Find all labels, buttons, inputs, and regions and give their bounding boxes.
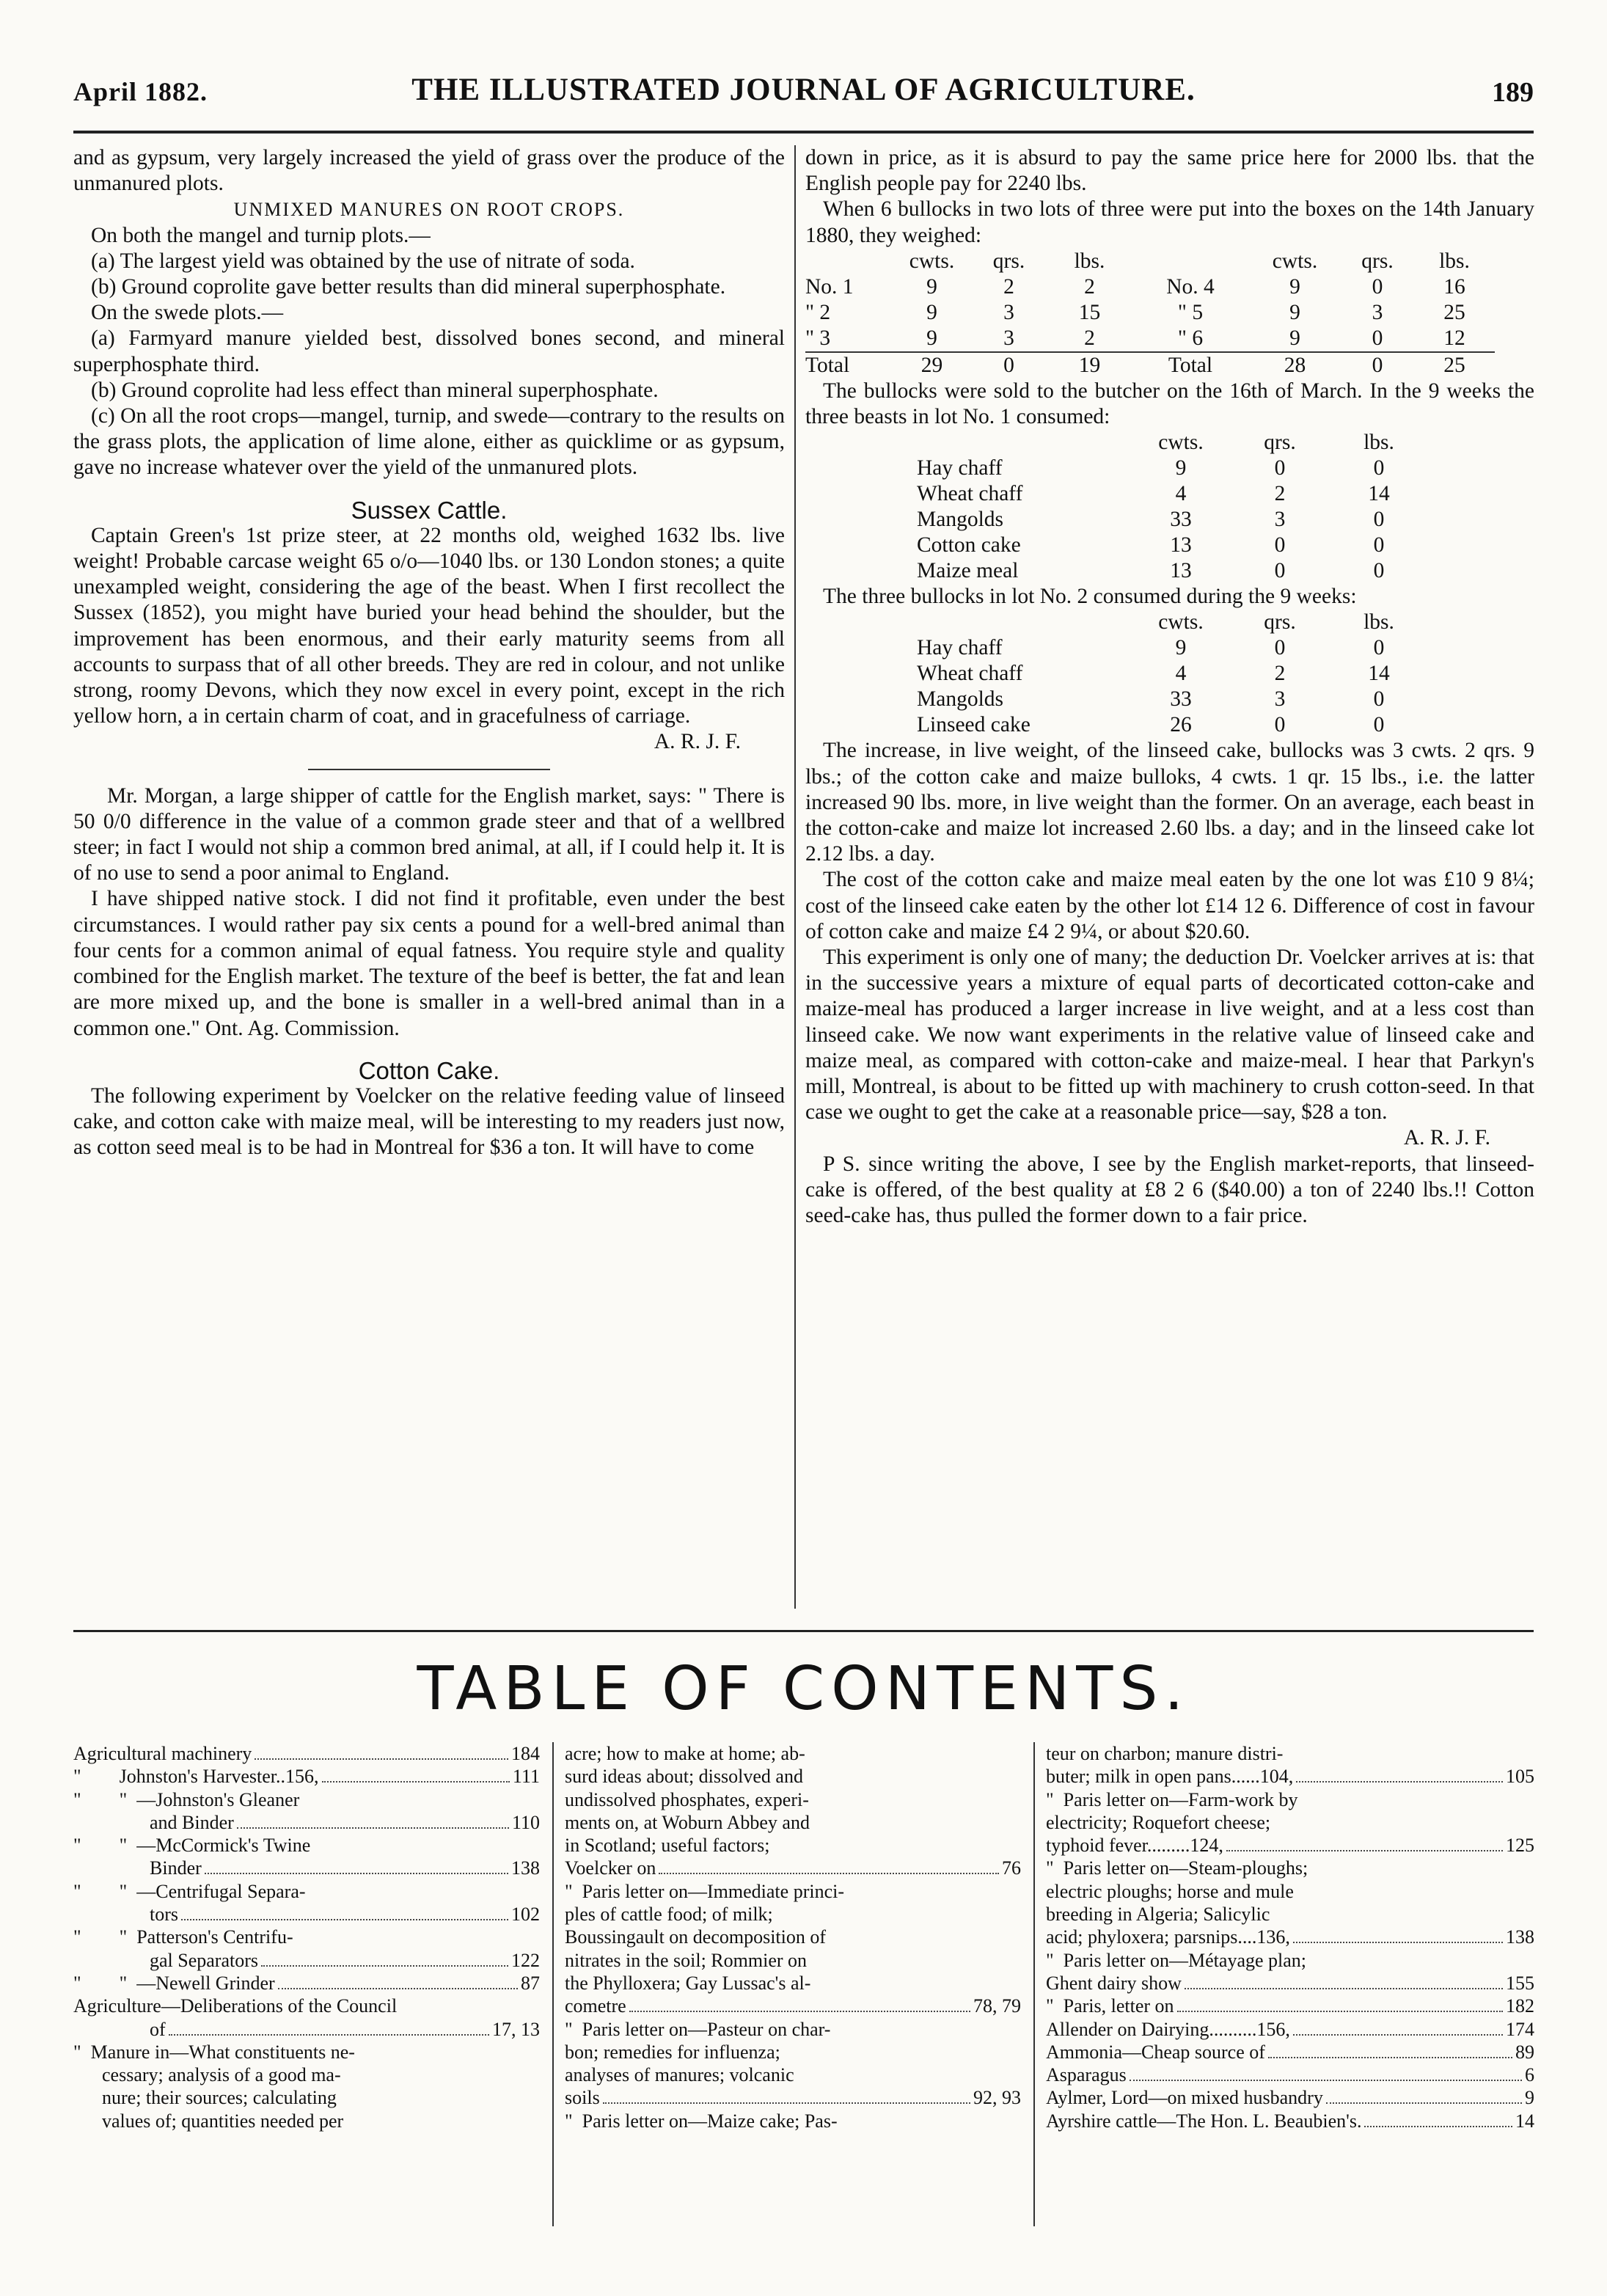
table-cell: cwts.	[909, 249, 955, 273]
toc-entry-page: 87	[521, 1972, 540, 1994]
table-row	[805, 326, 1495, 352]
table-row	[805, 300, 1495, 326]
toc-leader-dots	[1364, 2126, 1512, 2127]
toc-entry: bon; remedies for influenza;	[565, 2041, 780, 2063]
toc-entry: undissolved phosphates, experi-	[565, 1788, 809, 1810]
toc-entry: " " —Centrifugal Separa-	[73, 1880, 306, 1902]
toc-entry-page: 184	[511, 1743, 540, 1764]
toc-entry-label: acid; phyloxera; parsnips....136,	[1046, 1926, 1290, 1948]
toc-entry: " Paris letter on—Steam-ploughs;	[1046, 1857, 1308, 1879]
table-cell: 29	[920, 353, 943, 377]
toc-leader-dots	[1296, 1781, 1503, 1783]
toc-column-divider	[1033, 1742, 1035, 2226]
journal-title: THE ILLUSTRATED JOURNAL OF AGRICULTURE.	[411, 73, 1196, 107]
table-cell: 0	[1373, 559, 1385, 583]
toc-entry-page: 6	[1525, 2064, 1534, 2086]
table-cell: 2	[1274, 482, 1286, 506]
toc-entry	[1046, 2018, 1534, 2041]
toc-entry-page: 89	[1515, 2041, 1534, 2063]
toc-entry-page: 17, 13	[492, 2018, 540, 2040]
table-row	[917, 507, 1423, 533]
toc-entry: " " —Johnston's Gleaner	[73, 1788, 300, 1810]
toc-entry	[1046, 2086, 1534, 2109]
table-cell: 9	[1289, 326, 1300, 350]
toc-entry: teur on charbon; manure distri-	[1046, 1743, 1284, 1764]
toc-entry: breeding in Algeria; Salicylic	[1046, 1904, 1270, 1926]
table-cell: Linseed cake	[917, 713, 1031, 737]
toc-entry: nure; their sources; calculating	[73, 2087, 337, 2109]
toc-entry: in Scotland; useful factors;	[565, 1835, 770, 1857]
table-cell: No. 4	[1166, 274, 1215, 299]
toc-entry	[73, 1742, 540, 1765]
table-cell: 13	[1170, 559, 1192, 583]
table-cell: 0	[1373, 533, 1385, 557]
toc-entry: surd ideas about; dissolved and	[565, 1766, 803, 1788]
toc-entry-page: 138	[1506, 1926, 1534, 1948]
toc-entry: " Manure in—What constituents ne-	[73, 2041, 355, 2063]
table-cell: 0	[1372, 326, 1383, 350]
table-cell: cwts.	[1158, 610, 1204, 635]
toc-entry-label: of	[73, 2018, 166, 2040]
toc-entry: the Phylloxera; Gay Lussac's al-	[565, 1972, 811, 1994]
toc-leader-dots	[1226, 1850, 1503, 1851]
toc-entry-page: 111	[512, 1766, 540, 1788]
table-cell: 3	[1003, 300, 1014, 324]
toc-entry-label: Allender on Dairying..........156,	[1046, 2018, 1290, 2040]
toc-entry	[1046, 1972, 1534, 1995]
paragraph: The cost of the cotton cake and maize meal eaten by the one lot was £10 9 8¼; cost of the linseed cake eaten by the other lot £14 12 6. Difference of cost in favour of cotton cake and maize £4 2 9¼, or about $20.60.	[805, 868, 1534, 943]
toc-entry	[1046, 1926, 1534, 1948]
table-cell: " 2	[805, 300, 831, 324]
table-cell: 9	[1289, 300, 1300, 324]
toc-title: TABLE OF CONTENTS.	[417, 1654, 1190, 1724]
paragraph: On both the mangel and turnip plots.—	[91, 223, 431, 247]
table-cell: Hay chaff	[917, 456, 1003, 480]
table-cell: " 3	[805, 326, 831, 350]
paragraph: When 6 bullocks in two lots of three were put into the boxes on the 14th January 1880, they weighed:	[805, 197, 1534, 247]
toc-leader-dots	[1177, 2011, 1503, 2012]
running-header	[73, 67, 1534, 119]
table-cell: lbs.	[1363, 610, 1394, 635]
table-cell: 3	[1372, 300, 1383, 324]
toc-top-rule	[73, 1630, 1534, 1632]
toc-entry: " " Patterson's Centrifu-	[73, 1926, 293, 1948]
toc-entry-page: 92, 93	[973, 2087, 1021, 2109]
lot2-consumption-table	[917, 610, 1423, 738]
paragraph: On the swede plots.—	[91, 301, 284, 325]
table-cell: No. 1	[805, 274, 854, 299]
table-header-row	[917, 430, 1423, 456]
table-cell: 26	[1170, 713, 1192, 737]
table-cell: 16	[1443, 274, 1465, 299]
table-cell: 4	[1175, 482, 1187, 506]
toc-column-divider	[552, 1742, 554, 2226]
toc-entry-label: " Paris, letter on	[1046, 1995, 1174, 2017]
toc-column-2	[565, 1742, 1021, 2132]
toc-leader-dots	[169, 2034, 489, 2036]
table-cell: qrs.	[992, 249, 1025, 273]
table-header-row	[805, 249, 1495, 274]
toc-entry	[73, 1811, 540, 1834]
table-cell: 25	[1443, 300, 1465, 324]
table-cell: 0	[1274, 456, 1286, 480]
right-article-column	[805, 145, 1534, 1229]
toc-entry-page: 110	[511, 1811, 540, 1833]
table-row	[917, 533, 1423, 558]
table-row	[917, 661, 1423, 687]
table-cell: Hay chaff	[917, 636, 1003, 660]
table-row	[917, 687, 1423, 712]
toc-entry	[1046, 1995, 1534, 2017]
table-cell: 0	[1274, 533, 1286, 557]
table-cell: " 6	[1177, 326, 1204, 350]
toc-entry: acre; how to make at home; ab-	[565, 1743, 805, 1764]
toc-entry-page: 174	[1506, 2018, 1534, 2040]
table-cell: 19	[1078, 353, 1101, 377]
toc-entry-page: 122	[511, 1949, 540, 1971]
separator-rule	[308, 769, 550, 770]
toc-entry: " Paris letter on—Pasteur on char-	[565, 2018, 831, 2040]
toc-entry-label: Binder	[73, 1857, 202, 1879]
toc-leader-dots	[659, 1873, 999, 1874]
toc-column-3	[1046, 1742, 1534, 2132]
table-cell: 3	[1003, 326, 1014, 350]
toc-entry-label: cometre	[565, 1995, 626, 2017]
table-cell: 15	[1078, 300, 1101, 324]
toc-entry: nitrates in the soil; Rommier on	[565, 1949, 808, 1971]
table-cell: lbs.	[1074, 249, 1105, 273]
toc-entry-label: Ammonia—Cheap source of	[1046, 2041, 1265, 2063]
paragraph: P S. since writing the above, I see by the English market-reports, that linseed-cake is offered, of the best quality at £8 2 6 ($40.00) a ton of 2240 lbs.!! Cotton seed-cake has, thus pulled the former down to a fair price.	[805, 1152, 1534, 1228]
toc-entry: analyses of manures; volcanic	[565, 2064, 794, 2086]
toc-leader-dots	[1130, 2080, 1522, 2081]
toc-entry-label: " " —Newell Grinder	[73, 1972, 275, 1994]
table-cell: lbs.	[1363, 431, 1394, 455]
toc-leader-dots	[205, 1873, 508, 1874]
toc-entry-label: typhoid fever.........124,	[1046, 1835, 1223, 1857]
toc-leader-dots	[1293, 1942, 1503, 1943]
toc-entry-label: Agricultural machinery	[73, 1743, 252, 1764]
table-cell: Total	[1168, 353, 1213, 377]
author-signature: A. R. J. F.	[1403, 1126, 1490, 1150]
toc-entry-page: 125	[1506, 1835, 1534, 1857]
bullock-weights-table	[805, 249, 1495, 379]
toc-entry	[565, 1995, 1021, 2017]
table-cell: Maize meal	[917, 559, 1019, 583]
table-cell: 28	[1284, 353, 1306, 377]
toc-leader-dots	[1293, 2034, 1503, 2036]
table-header-row	[917, 610, 1423, 635]
table-cell: 0	[1373, 687, 1385, 712]
table-cell: Cotton cake	[917, 533, 1021, 557]
table-cell: 0	[1003, 353, 1014, 377]
table-row	[917, 481, 1423, 507]
toc-entry: Boussingault on decomposition of	[565, 1926, 827, 1948]
toc-entry-label: tors	[73, 1904, 178, 1926]
author-signature: A. R. J. F.	[654, 730, 741, 754]
paragraph: Mr. Morgan, a large shipper of cattle for the English market, says: " There is 50 0/0 difference in the value of a common grade steer and that of a wellbred steer; in fact I would not ship a common bred animal, at all, if I could help it. It is of no use to send a poor animal to England.	[73, 783, 785, 885]
toc-entry	[73, 1972, 540, 1995]
table-cell: Wheat chaff	[917, 482, 1023, 506]
table-row	[917, 635, 1423, 661]
toc-leader-dots	[255, 1758, 508, 1760]
table-cell: 0	[1274, 713, 1286, 737]
toc-entry	[565, 1857, 1021, 1879]
toc-entry-page: 76	[1002, 1857, 1021, 1879]
paragraph: The bullocks were sold to the butcher on the 16th of March. In the 9 weeks the three beasts in lot No. 1 consumed:	[805, 379, 1534, 429]
toc-leader-dots	[237, 1827, 509, 1829]
paragraph: The following experiment by Voelcker on the relative feeding value of linseed cake, and cotton cake with maize meal, will be interesting to my readers just now, as cotton seed meal is to be had in Montreal for $36 a ton. It will have to come	[73, 1083, 785, 1160]
table-cell: 3	[1274, 687, 1286, 712]
section-heading: UNMIXED MANURES ON ROOT CROPS.	[233, 199, 625, 221]
table-cell: qrs.	[1264, 610, 1296, 635]
toc-entry: values of; quantities needed per	[73, 2110, 344, 2132]
toc-entry	[73, 1857, 540, 1879]
paragraph: (b) Ground coprolite had less effect than mineral superphosphate.	[91, 378, 659, 402]
table-cell: Wheat chaff	[917, 662, 1023, 686]
table-cell: lbs.	[1439, 249, 1470, 273]
table-cell: 12	[1443, 326, 1465, 350]
header-rule	[73, 131, 1534, 134]
table-cell: 9	[926, 300, 937, 324]
table-cell: 9	[926, 326, 937, 350]
toc-leader-dots	[322, 1781, 510, 1783]
toc-entry-page: 182	[1506, 1995, 1534, 2017]
table-cell: 25	[1443, 353, 1465, 377]
paragraph: (c) On all the root crops—mangel, turnip, and swede—contrary to the results on the grass plots, the application of lime alone, either as quicklime or as gypsum, gave no increase whatever over the yield of the unmanured plots.	[73, 404, 785, 480]
table-cell: 0	[1373, 713, 1385, 737]
table-cell: 3	[1274, 508, 1286, 532]
toc-entry: ples of cattle food; of milk;	[565, 1904, 773, 1926]
table-cell: " 5	[1177, 300, 1204, 324]
toc-entry-page: 138	[511, 1857, 540, 1879]
paragraph: (b) Ground coprolite gave better results than did mineral superphosphate.	[91, 275, 726, 299]
paragraph: This experiment is only one of many; the deduction Dr. Voelcker arrives at is: that in the successive years a mixture of equal parts of decorticated cotton-cake and maize-meal has produced a larger increase in live weight, and at a less cost than linseed cake. We now want experiments in the relative value of linseed cake and maize meal, as compared with cotton-cake and maize-meal. I hear that Parkyn's mill, Montreal, is about to be fitted up with machinery to crush cotton-seed. In that case we ought to get the cake at a reasonable price—say, $28 a ton.	[805, 946, 1534, 1125]
toc-entry	[73, 1765, 540, 1788]
paragraph: The increase, in live weight, of the linseed cake, bullocks was 3 cwts. 2 qrs. 9 lbs.; of the cotton cake and maize bulloks, 4 cwts. 1 qr. 15 lbs., i.e. the latter increased 90 lbs. more, in live weight than the former. On an average, each beast in the cotton-cake and maize lot increased 2.60 lbs. a day; and in the linseed cake lot 2.12 lbs. a day.	[805, 739, 1534, 866]
toc-entry-label: gal Separators	[73, 1949, 259, 1971]
table-row	[917, 456, 1423, 481]
table-cell: 9	[1289, 274, 1300, 299]
toc-leader-dots	[603, 2102, 970, 2104]
table-cell: 9	[926, 274, 937, 299]
toc-entry	[1046, 1834, 1534, 1857]
article-heading-cotton-cake: Cotton Cake.	[358, 1056, 500, 1084]
toc-entry: electricity; Roquefort cheese;	[1046, 1811, 1271, 1833]
table-cell: 2	[1084, 326, 1095, 350]
table-cell: 14	[1368, 662, 1390, 686]
paragraph: (a) Farmyard manure yielded best, dissolved bones second, and mineral superphosphate third.	[73, 326, 785, 376]
toc-entry	[1046, 1765, 1534, 1788]
toc-entry-page: 105	[1506, 1766, 1534, 1788]
left-article-column	[73, 145, 785, 1161]
table-cell: 0	[1373, 508, 1385, 532]
lot1-consumption-table	[917, 430, 1423, 584]
table-row	[917, 558, 1423, 584]
paragraph: and as gypsum, very largely increased the yield of grass over the produce of the unmanured plots.	[73, 146, 785, 196]
table-cell: 0	[1372, 353, 1383, 377]
toc-entry-label: and Binder	[73, 1811, 234, 1833]
toc-leader-dots	[1268, 2057, 1512, 2058]
table-total-row	[805, 352, 1495, 379]
toc-entry-page: 102	[511, 1904, 540, 1926]
toc-leader-dots	[278, 1988, 518, 1989]
toc-leader-dots	[181, 1919, 508, 1920]
table-cell: Mangolds	[917, 508, 1003, 532]
table-cell: Mangolds	[917, 687, 1003, 712]
toc-entry-label: Ayrshire cattle—The Hon. L. Beaubien's.	[1046, 2110, 1362, 2132]
paragraph: (a) The largest yield was obtained by the use of nitrate of soda.	[91, 249, 635, 273]
toc-entry-label: soils	[565, 2087, 600, 2109]
table-cell: 2	[1084, 274, 1095, 299]
table-cell: 0	[1373, 636, 1385, 660]
table-cell: 14	[1368, 482, 1390, 506]
table-cell: 0	[1274, 559, 1286, 583]
table-row	[917, 712, 1423, 738]
table-cell: 33	[1170, 508, 1192, 532]
toc-entry: " Paris letter on—Immediate princi-	[565, 1880, 844, 1902]
toc-entry-label: Asparagus	[1046, 2064, 1127, 2086]
table-cell: 0	[1373, 456, 1385, 480]
table-cell: qrs.	[1361, 249, 1394, 273]
table-cell: 4	[1175, 662, 1187, 686]
toc-leader-dots	[1326, 2102, 1522, 2104]
toc-entry	[565, 2086, 1021, 2109]
toc-leader-dots	[261, 1965, 508, 1967]
table-row	[805, 274, 1495, 300]
toc-entry-label: Aylmer, Lord—on mixed husbandry	[1046, 2087, 1323, 2109]
paragraph: down in price, as it is absurd to pay the same price here for 2000 lbs. that the English people pay for 2240 lbs.	[805, 146, 1534, 196]
toc-leader-dots	[1185, 1988, 1503, 1989]
toc-entry	[1046, 2110, 1534, 2132]
toc-entry-label: buter; milk in open pans......104,	[1046, 1766, 1294, 1788]
table-cell: cwts.	[1158, 431, 1204, 455]
paragraph: I have shipped native stock. I did not find it profitable, even under the best circumstances. I would rather pay six cents a pound for a well-bred animal than four cents for a common animal of equal fatness. You require style and quality combined for the English market. The texture of the beef is better, the fat and lean are more mixed up, and the bone is smaller in a well-bred animal than in a common one." Ont. Ag. Commission.	[73, 887, 785, 1040]
toc-entry: " Paris letter on—Métayage plan;	[1046, 1949, 1307, 1971]
table-cell: 0	[1372, 274, 1383, 299]
table-cell: 9	[1175, 636, 1187, 660]
toc-leader-dots	[629, 2011, 970, 2012]
toc-entry	[1046, 2041, 1534, 2063]
toc-entry: Agriculture—Deliberations of the Council	[73, 1995, 398, 2017]
issue-date: April 1882.	[73, 77, 208, 106]
toc-entry: electric ploughs; horse and mule	[1046, 1880, 1294, 1902]
table-cell: 2	[1274, 662, 1286, 686]
column-divider	[794, 145, 796, 1609]
toc-entry-label: " Johnston's Harvester..156,	[73, 1766, 319, 1788]
table-cell: 0	[1274, 636, 1286, 660]
toc-entry	[73, 1949, 540, 1972]
paragraph: Captain Green's 1st prize steer, at 22 months old, weighed 1632 lbs. live weight! Probable carcase weight 65 o/o—1040 lbs. or 130 London stones; a quite unexampled weight, considering the age of the beast. When I first recollect the Sussex (1852), you might have buried your head behind the shoulder, but the improvement has been enormous, and their early maturity seems from all accounts to surpass that of all other breeds. They are red in colour, and not unlike strong, roomy Devons, which they now excel in every point, except in the rich yellow horn, a in certain charm of coat, and in gracefulness of carriage.	[73, 523, 785, 728]
toc-entry: " Paris letter on—Maize cake; Pas-	[565, 2110, 838, 2132]
toc-entry	[73, 1903, 540, 1926]
toc-column-1	[73, 1742, 540, 2132]
table-cell: 33	[1170, 687, 1192, 712]
toc-entry: cessary; analysis of a good ma-	[73, 2064, 341, 2086]
toc-entry-page: 78, 79	[973, 1995, 1021, 2017]
toc-entry: ments on, at Woburn Abbey and	[565, 1811, 810, 1833]
toc-entry-label: Ghent dairy show	[1046, 1972, 1182, 1994]
article-heading-sussex-cattle: Sussex Cattle.	[351, 496, 508, 524]
toc-entry	[1046, 2063, 1534, 2086]
toc-entry: " Paris letter on—Farm-work by	[1046, 1788, 1298, 1810]
table-cell: cwts.	[1272, 249, 1318, 273]
paragraph: The three bullocks in lot No. 2 consumed during the 9 weeks:	[823, 585, 1357, 609]
page-number: 189	[1492, 77, 1534, 108]
toc-entry	[73, 2018, 540, 2041]
toc-entry-label: Voelcker on	[565, 1857, 656, 1879]
table-cell: 2	[1003, 274, 1014, 299]
table-cell: 13	[1170, 533, 1192, 557]
toc-entry-page: 14	[1515, 2110, 1534, 2132]
toc-entry: " " —McCormick's Twine	[73, 1835, 311, 1857]
toc-entry-page: 9	[1525, 2087, 1534, 2109]
table-cell: Total	[805, 353, 850, 377]
toc-entry-page: 155	[1506, 1972, 1534, 1994]
table-cell: qrs.	[1264, 431, 1296, 455]
table-cell: 9	[1175, 456, 1187, 480]
